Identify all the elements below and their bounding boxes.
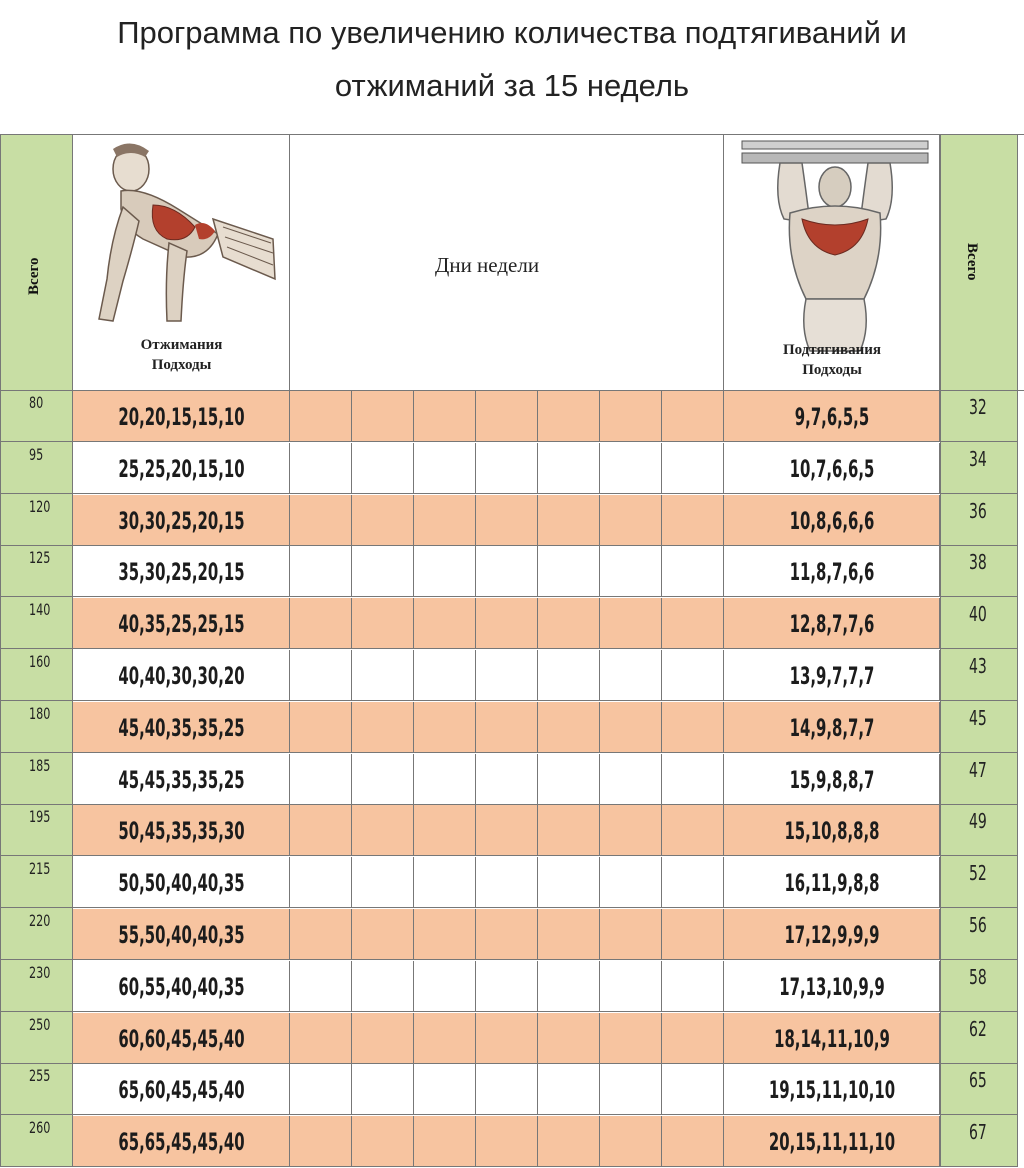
pushups-total: 255 <box>29 1066 51 1086</box>
pullups-sets: 14,9,8,7,7 <box>789 713 875 742</box>
pushups-sets-cell <box>73 1013 290 1064</box>
day-cell <box>476 650 538 701</box>
pushups-sets: 40,35,25,25,15 <box>118 610 245 639</box>
day-cell <box>414 961 476 1012</box>
day-cell <box>352 805 414 856</box>
pushups-total-cell <box>0 857 73 908</box>
day-cell <box>352 909 414 960</box>
pullups-sets: 9,7,6,5,5 <box>794 403 870 431</box>
pushups-total-cell <box>0 1116 73 1167</box>
days-header <box>290 135 724 390</box>
day-cell <box>538 754 600 805</box>
pushups-total: 160 <box>29 652 51 671</box>
pushups-total-cell <box>0 546 73 597</box>
day-cell <box>352 598 414 649</box>
day-cell <box>476 1064 538 1115</box>
pushups-sets-cell <box>73 443 290 494</box>
pushups-sets-cell <box>73 1116 290 1167</box>
day-cell <box>290 1064 352 1115</box>
day-cell <box>600 495 662 546</box>
day-cell <box>662 857 724 908</box>
table-row <box>0 961 1024 1013</box>
pullups-total-cell <box>940 1013 1018 1064</box>
pullups-total: 47 <box>969 757 987 782</box>
pullups-total: 36 <box>969 498 987 523</box>
pushups-sets: 65,65,45,45,40 <box>118 1128 245 1157</box>
pushups-sets: 40,40,30,30,20 <box>118 662 245 690</box>
day-cell <box>352 857 414 908</box>
day-cell <box>476 1116 538 1167</box>
pushups-total: 180 <box>29 703 51 723</box>
day-cell <box>538 443 600 494</box>
pushups-total-cell <box>0 702 73 753</box>
day-cell <box>538 909 600 960</box>
pullups-sets: 15,9,8,8,7 <box>789 765 875 794</box>
pullups-total: 67 <box>969 1120 987 1145</box>
pushup-figure-icon <box>83 139 283 339</box>
pullups-total-cell <box>940 702 1018 753</box>
pullups-total: 52 <box>969 861 987 886</box>
pullups-caption-title: Подтягивания <box>782 342 882 358</box>
day-cell <box>352 443 414 494</box>
pullups-sets-cell <box>724 1116 940 1167</box>
pullups-sets: 11,8,7,6,6 <box>789 558 875 587</box>
pushups-total: 80 <box>29 393 44 412</box>
day-cell <box>662 702 724 753</box>
table-row <box>0 754 1024 806</box>
pullups-total: 65 <box>969 1068 987 1093</box>
pullups-total: 58 <box>969 964 987 989</box>
pushups-total: 120 <box>29 496 51 516</box>
table-rows <box>0 390 1024 1168</box>
pullups-total: 38 <box>969 550 987 575</box>
day-cell <box>290 650 352 701</box>
pullups-sets: 18,14,11,10,9 <box>774 1024 890 1053</box>
pushups-total: 230 <box>29 962 51 982</box>
pushups-total: 215 <box>29 859 51 879</box>
day-cell <box>476 961 538 1012</box>
day-cell <box>600 857 662 908</box>
pullup-figure-icon <box>740 139 930 354</box>
day-cell <box>476 391 538 442</box>
day-cell <box>414 1013 476 1064</box>
pullups-total-cell <box>940 754 1018 805</box>
pullups-sets-cell <box>724 546 940 597</box>
pushups-sets: 45,40,35,35,25 <box>118 713 245 742</box>
day-cell <box>290 546 352 597</box>
table-row <box>0 805 1024 857</box>
day-cell <box>600 546 662 597</box>
day-cell <box>414 1116 476 1167</box>
pushups-sets-cell <box>73 805 290 856</box>
day-cell <box>414 443 476 494</box>
day-cell <box>538 1116 600 1167</box>
pullups-caption <box>724 340 940 380</box>
pushups-sets-cell <box>73 702 290 753</box>
day-cell <box>662 1064 724 1115</box>
pushups-total-cell <box>0 495 73 546</box>
pushups-total-cell <box>0 754 73 805</box>
table-row <box>0 391 1024 443</box>
day-cell <box>476 443 538 494</box>
day-cell <box>538 546 600 597</box>
pullups-total-cell <box>940 650 1018 701</box>
day-cell <box>662 909 724 960</box>
pullups-total-cell <box>940 805 1018 856</box>
pushups-sets: 60,55,40,40,35 <box>118 972 245 1001</box>
pushups-caption-title: Отжимания <box>140 337 223 353</box>
pushups-total: 220 <box>29 911 51 930</box>
day-cell <box>290 909 352 960</box>
day-cell <box>352 495 414 546</box>
page-title <box>0 0 1024 112</box>
day-cell <box>538 650 600 701</box>
day-cell <box>352 546 414 597</box>
pushups-caption-sets: Подходы <box>151 357 212 373</box>
day-cell <box>352 702 414 753</box>
day-cell <box>538 857 600 908</box>
pullups-total: 45 <box>969 705 987 730</box>
day-cell <box>600 909 662 960</box>
day-cell <box>600 702 662 753</box>
pullups-sets-cell <box>724 702 940 753</box>
pushups-total: 140 <box>29 600 51 620</box>
day-cell <box>662 1116 724 1167</box>
day-cell <box>600 1116 662 1167</box>
day-cell <box>538 391 600 442</box>
day-cell <box>352 754 414 805</box>
pullups-sets-cell <box>724 909 940 960</box>
pushups-sets-cell <box>73 391 290 442</box>
pullups-sets-cell <box>724 443 940 494</box>
day-cell <box>600 1013 662 1064</box>
day-cell <box>414 546 476 597</box>
pushups-sets: 50,45,35,35,30 <box>118 817 245 846</box>
pullups-total-cell <box>940 598 1018 649</box>
pushups-sets: 30,30,25,20,15 <box>118 506 245 535</box>
pushups-total-cell <box>0 805 73 856</box>
pullups-total: 56 <box>969 913 987 937</box>
day-cell <box>662 495 724 546</box>
day-cell <box>662 805 724 856</box>
days-of-week-label: Дни недели <box>435 253 540 277</box>
day-cell <box>476 1013 538 1064</box>
pushups-total: 195 <box>29 807 51 827</box>
pushups-sets-cell <box>73 650 290 701</box>
pullups-sets: 13,9,7,7,7 <box>789 662 875 690</box>
pullups-header <box>724 135 940 390</box>
pullups-sets-cell <box>724 754 940 805</box>
pushups-total-cell <box>0 391 73 442</box>
pullups-total: 49 <box>969 809 987 834</box>
pullups-total-cell <box>940 546 1018 597</box>
day-cell <box>414 598 476 649</box>
pullups-sets: 16,11,9,8,8 <box>784 869 880 898</box>
day-cell <box>290 495 352 546</box>
day-cell <box>600 598 662 649</box>
pullups-total: 34 <box>969 446 987 471</box>
pushups-sets: 65,60,45,45,40 <box>118 1076 245 1105</box>
pushups-sets-cell <box>73 1064 290 1115</box>
pushups-sets-cell <box>73 857 290 908</box>
day-cell <box>414 909 476 960</box>
day-cell <box>600 650 662 701</box>
day-cell <box>538 1013 600 1064</box>
pushups-sets: 35,30,25,20,15 <box>118 558 245 587</box>
day-cell <box>662 961 724 1012</box>
pullups-total: 62 <box>969 1016 987 1041</box>
pullups-total-cell <box>940 495 1018 546</box>
table-row <box>0 702 1024 754</box>
day-cell <box>290 598 352 649</box>
pullups-sets: 19,15,11,10,10 <box>768 1076 896 1105</box>
pullups-sets-cell <box>724 495 940 546</box>
day-cell <box>290 1013 352 1064</box>
pushups-total-cell <box>0 961 73 1012</box>
day-cell <box>352 650 414 701</box>
pushups-sets: 25,25,20,15,10 <box>118 454 245 483</box>
pullups-total-cell <box>940 961 1018 1012</box>
day-cell <box>352 961 414 1012</box>
day-cell <box>600 805 662 856</box>
pushups-total-cell <box>0 443 73 494</box>
pushups-total: 250 <box>29 1014 51 1034</box>
title-line-2: отжиманий за 15 недель <box>334 68 690 103</box>
pushups-sets-cell <box>73 961 290 1012</box>
day-cell <box>414 754 476 805</box>
day-cell <box>414 495 476 546</box>
day-cell <box>476 909 538 960</box>
day-cell <box>290 961 352 1012</box>
pullups-sets-cell <box>724 391 940 442</box>
day-cell <box>538 702 600 753</box>
pushups-sets: 45,45,35,35,25 <box>118 765 245 794</box>
pullups-total: 43 <box>969 654 987 678</box>
table-row <box>0 546 1024 598</box>
pullups-sets: 20,15,11,11,10 <box>768 1128 896 1157</box>
day-cell <box>538 805 600 856</box>
day-cell <box>290 391 352 442</box>
day-cell <box>600 443 662 494</box>
pushups-caption <box>73 335 290 375</box>
day-cell <box>476 598 538 649</box>
day-cell <box>290 443 352 494</box>
day-cell <box>662 598 724 649</box>
table-row <box>0 495 1024 547</box>
day-cell <box>538 961 600 1012</box>
pushups-sets-cell <box>73 546 290 597</box>
pushups-total: 260 <box>29 1118 51 1138</box>
pullups-total-cell <box>940 1064 1018 1115</box>
day-cell <box>414 650 476 701</box>
day-cell <box>600 1064 662 1115</box>
day-cell <box>290 857 352 908</box>
pullups-caption-sets: Подходы <box>802 362 862 378</box>
day-cell <box>476 495 538 546</box>
pushups-sets: 60,60,45,45,40 <box>118 1024 245 1053</box>
day-cell <box>600 961 662 1012</box>
day-cell <box>662 1013 724 1064</box>
pushups-total: 185 <box>29 755 51 775</box>
day-cell <box>476 805 538 856</box>
day-cell <box>600 754 662 805</box>
day-cell <box>476 754 538 805</box>
day-cell <box>414 1064 476 1115</box>
table-row <box>0 1013 1024 1065</box>
pullups-total-cell <box>940 391 1018 442</box>
title-line-1: Программа по увеличению количества подтягиваний и <box>117 15 907 50</box>
pushups-header <box>73 135 290 390</box>
day-cell <box>662 754 724 805</box>
table-row <box>0 909 1024 961</box>
pullups-total-cell <box>940 1116 1018 1167</box>
pushups-sets: 55,50,40,40,35 <box>118 921 245 949</box>
pullups-sets: 10,8,6,6,6 <box>789 506 875 535</box>
pushups-sets-cell <box>73 495 290 546</box>
pullups-sets: 12,8,7,7,6 <box>789 610 875 639</box>
pushups-total-cell <box>0 1064 73 1115</box>
day-cell <box>600 391 662 442</box>
day-cell <box>352 1064 414 1115</box>
day-cell <box>538 1064 600 1115</box>
day-cell <box>414 702 476 753</box>
pullups-sets-cell <box>724 598 940 649</box>
pullups-sets: 10,7,6,6,5 <box>789 454 875 483</box>
day-cell <box>290 805 352 856</box>
day-cell <box>352 391 414 442</box>
day-cell <box>538 598 600 649</box>
pullups-sets-cell <box>724 857 940 908</box>
pullups-total-cell <box>940 857 1018 908</box>
pushups-sets: 50,50,40,40,35 <box>118 869 245 898</box>
left-total-header: Всего <box>26 257 42 295</box>
table-row <box>0 598 1024 650</box>
pullups-sets-cell <box>724 961 940 1012</box>
pullups-total: 32 <box>969 395 987 419</box>
day-cell <box>290 702 352 753</box>
pushups-sets-cell <box>73 754 290 805</box>
day-cell <box>352 1013 414 1064</box>
table-row <box>0 650 1024 702</box>
pushups-sets-cell <box>73 598 290 649</box>
pushups-total-cell <box>0 650 73 701</box>
day-cell <box>476 857 538 908</box>
pullups-sets-cell <box>724 1064 940 1115</box>
pushups-total-cell <box>0 1013 73 1064</box>
table-row <box>0 857 1024 909</box>
pullups-sets-cell <box>724 805 940 856</box>
table-row <box>0 1064 1024 1116</box>
day-cell <box>662 546 724 597</box>
day-cell <box>538 495 600 546</box>
pushups-total: 125 <box>29 548 51 568</box>
day-cell <box>290 1116 352 1167</box>
pushups-total-cell <box>0 598 73 649</box>
day-cell <box>414 391 476 442</box>
pullups-total: 40 <box>969 602 987 627</box>
day-cell <box>414 857 476 908</box>
pullups-sets-cell <box>724 650 940 701</box>
day-cell <box>476 702 538 753</box>
pushups-sets: 20,20,15,15,10 <box>118 403 245 431</box>
table-row <box>0 1116 1024 1168</box>
day-cell <box>662 391 724 442</box>
day-cell <box>476 546 538 597</box>
pullups-sets-cell <box>724 1013 940 1064</box>
day-cell <box>290 754 352 805</box>
table-row <box>0 443 1024 495</box>
pullups-sets: 15,10,8,8,8 <box>784 817 880 846</box>
right-total-header: Всего <box>964 243 980 281</box>
day-cell <box>662 443 724 494</box>
day-cell <box>414 805 476 856</box>
pullups-total-cell <box>940 909 1018 960</box>
pushups-total: 95 <box>29 444 44 464</box>
pushups-total-cell <box>0 909 73 960</box>
workout-table <box>0 134 1024 1167</box>
day-cell <box>662 650 724 701</box>
pullups-sets: 17,13,10,9,9 <box>779 972 885 1001</box>
pushups-sets-cell <box>73 909 290 960</box>
day-cell <box>352 1116 414 1167</box>
pullups-sets: 17,12,9,9,9 <box>784 921 880 949</box>
pullups-total-cell <box>940 443 1018 494</box>
